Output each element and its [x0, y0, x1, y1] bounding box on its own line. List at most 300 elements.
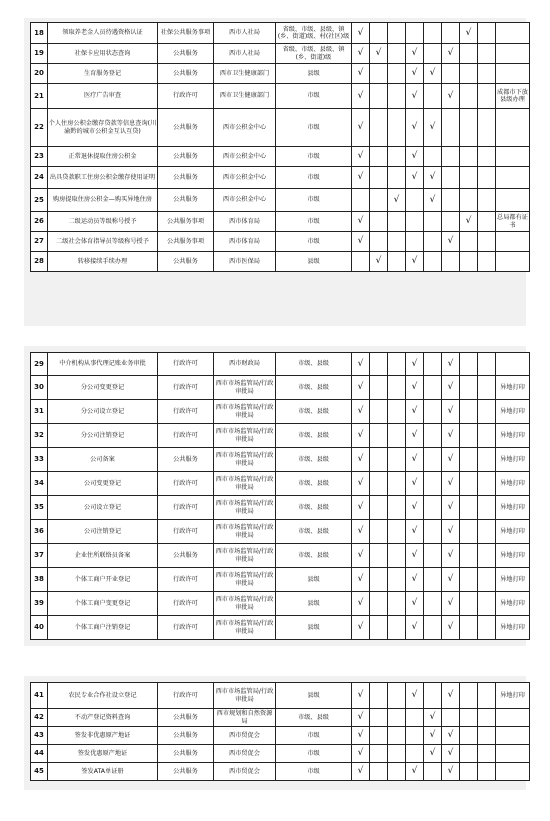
check-cell: √	[406, 64, 424, 84]
check-cell	[460, 709, 478, 727]
check-cell	[424, 448, 442, 472]
check-cell	[478, 745, 496, 763]
item-name-cell: 二级社会体育指导员等级称号授予	[48, 232, 158, 252]
note-cell: 异地打印	[496, 616, 530, 640]
item-type-cell: 公共服务	[158, 745, 214, 763]
check-cell: √	[424, 167, 442, 189]
check-cell	[460, 683, 478, 709]
table-row	[31, 232, 530, 252]
check-cell	[460, 84, 478, 109]
item-name-cell: 分公司设立登记	[48, 400, 158, 424]
check-cell	[478, 424, 496, 448]
check-cell	[370, 616, 388, 640]
department-cell: 西市财政局	[214, 353, 276, 376]
item-type-cell: 公共服务	[158, 252, 214, 272]
check-cell	[460, 727, 478, 745]
department-cell: 西市市场监管局/行政审批局	[214, 544, 276, 568]
note-cell	[496, 745, 530, 763]
table-row	[31, 544, 530, 568]
check-cell	[370, 212, 388, 232]
check-cell: √	[352, 44, 370, 64]
item-name-cell: 出具贷款职工住房公积金缴存使用证明	[48, 167, 158, 189]
check-cell	[460, 109, 478, 147]
row-number-cell: 27	[31, 232, 48, 252]
note-cell: 异地打印	[496, 568, 530, 592]
check-cell	[424, 568, 442, 592]
check-cell	[370, 727, 388, 745]
check-cell	[460, 568, 478, 592]
item-type-cell: 行政许可	[158, 616, 214, 640]
level-cell: 市级	[276, 167, 352, 189]
level-cell: 县级	[276, 683, 352, 709]
check-cell: √	[352, 520, 370, 544]
item-name-cell: 公司变更登记	[48, 472, 158, 496]
check-cell: √	[352, 84, 370, 109]
check-cell	[442, 147, 460, 167]
check-cell	[460, 520, 478, 544]
item-type-cell: 公共服务事项	[158, 232, 214, 252]
check-cell: √	[424, 709, 442, 727]
check-cell	[388, 44, 406, 64]
check-cell	[370, 592, 388, 616]
check-cell: √	[442, 496, 460, 520]
item-type-cell: 行政许可	[158, 84, 214, 109]
item-name-cell: 生育服务登记	[48, 64, 158, 84]
item-type-cell: 行政许可	[158, 520, 214, 544]
department-cell: 西市公积金中心	[214, 167, 276, 189]
check-cell	[406, 212, 424, 232]
level-cell: 市级	[276, 727, 352, 745]
check-cell	[442, 252, 460, 272]
check-cell: √	[442, 520, 460, 544]
check-cell	[424, 353, 442, 376]
check-cell	[388, 683, 406, 709]
check-cell	[424, 84, 442, 109]
check-cell: √	[370, 252, 388, 272]
check-cell	[388, 167, 406, 189]
check-cell: √	[406, 496, 424, 520]
check-cell	[460, 496, 478, 520]
note-cell	[496, 727, 530, 745]
check-cell	[424, 496, 442, 520]
check-cell	[460, 448, 478, 472]
check-cell	[460, 189, 478, 212]
item-type-cell: 行政许可	[158, 683, 214, 709]
note-cell	[496, 189, 530, 212]
row-number-cell: 38	[31, 568, 48, 592]
check-cell	[388, 147, 406, 167]
check-cell: √	[352, 212, 370, 232]
item-type-cell: 行政许可	[158, 424, 214, 448]
department-cell: 西市市场监管局/行政审批局	[214, 496, 276, 520]
level-cell: 市级、县级	[276, 709, 352, 727]
check-cell: √	[406, 544, 424, 568]
item-name-cell: 签发ATA单证册	[48, 763, 158, 781]
check-cell	[478, 400, 496, 424]
item-name-cell: 公司备案	[48, 448, 158, 472]
table-row	[31, 167, 530, 189]
row-number-cell: 33	[31, 448, 48, 472]
check-cell	[478, 84, 496, 109]
table-row	[31, 424, 530, 448]
check-cell	[478, 212, 496, 232]
check-cell	[370, 232, 388, 252]
check-cell	[442, 709, 460, 727]
check-cell	[424, 472, 442, 496]
check-cell	[460, 232, 478, 252]
check-cell: √	[442, 763, 460, 781]
level-cell: 市级、县级	[276, 448, 352, 472]
table-row	[31, 448, 530, 472]
department-cell: 西市贸促会	[214, 727, 276, 745]
check-cell	[460, 616, 478, 640]
check-cell: √	[442, 376, 460, 400]
item-type-cell: 公共服务	[158, 763, 214, 781]
row-number-cell: 28	[31, 252, 48, 272]
check-cell: √	[406, 252, 424, 272]
department-cell: 西市市场监管局/行政审批局	[214, 568, 276, 592]
check-cell: √	[406, 520, 424, 544]
table-section-1	[24, 18, 526, 326]
row-number-cell: 36	[31, 520, 48, 544]
item-name-cell: 转移接续手续办理	[48, 252, 158, 272]
item-name-cell: 社保卡应用状态查询	[48, 44, 158, 64]
check-cell	[460, 592, 478, 616]
check-cell: √	[406, 472, 424, 496]
check-cell	[370, 109, 388, 147]
department-cell: 西市市场监管局/行政审批局	[214, 376, 276, 400]
department-cell: 西市医保局	[214, 252, 276, 272]
check-cell: √	[352, 147, 370, 167]
row-number-cell: 45	[31, 763, 48, 781]
check-cell: √	[406, 147, 424, 167]
check-cell	[370, 64, 388, 84]
check-cell	[388, 763, 406, 781]
table-row	[31, 400, 530, 424]
level-cell: 市级	[276, 147, 352, 167]
item-name-cell: 公司注销登记	[48, 520, 158, 544]
level-cell: 省级、市级、县级、镇(乡、街道)级、村(社区)级	[276, 23, 352, 44]
check-cell	[478, 44, 496, 64]
check-cell	[388, 376, 406, 400]
level-cell: 市级	[276, 84, 352, 109]
item-name-cell: 个体工商户开业登记	[48, 568, 158, 592]
check-cell	[460, 472, 478, 496]
check-cell	[388, 252, 406, 272]
check-cell: √	[424, 727, 442, 745]
row-number-cell: 41	[31, 683, 48, 709]
check-cell: √	[406, 376, 424, 400]
check-cell	[388, 109, 406, 147]
check-cell: √	[352, 472, 370, 496]
check-cell	[460, 745, 478, 763]
check-cell: √	[406, 109, 424, 147]
table-row	[31, 727, 530, 745]
check-cell: √	[352, 376, 370, 400]
table-section-2	[24, 346, 526, 646]
check-cell	[460, 353, 478, 376]
table-row	[31, 84, 530, 109]
check-cell	[478, 147, 496, 167]
check-cell	[424, 44, 442, 64]
level-cell: 市级、县级	[276, 544, 352, 568]
department-cell: 西市贸促会	[214, 763, 276, 781]
check-cell: √	[460, 23, 478, 44]
check-cell	[424, 376, 442, 400]
department-cell: 西市体育局	[214, 212, 276, 232]
check-cell	[352, 252, 370, 272]
check-cell: √	[352, 727, 370, 745]
note-cell: 异地打印	[496, 424, 530, 448]
table-row	[31, 592, 530, 616]
table-row	[31, 23, 530, 44]
check-cell	[406, 232, 424, 252]
check-cell: √	[406, 424, 424, 448]
check-cell	[460, 64, 478, 84]
table-row	[31, 252, 530, 272]
item-name-cell: 农民专业合作社设立登记	[48, 683, 158, 709]
check-cell	[370, 683, 388, 709]
check-cell	[370, 23, 388, 44]
table-row	[31, 683, 530, 709]
check-cell: √	[352, 23, 370, 44]
department-cell: 西市规划和自然资源局	[214, 709, 276, 727]
note-cell: 异地打印	[496, 592, 530, 616]
check-cell	[388, 544, 406, 568]
table-row	[31, 568, 530, 592]
item-name-cell: 不动产登记资料查询	[48, 709, 158, 727]
check-cell	[370, 189, 388, 212]
level-cell: 县级	[276, 592, 352, 616]
check-cell	[370, 745, 388, 763]
item-type-cell: 公共服务	[158, 189, 214, 212]
check-cell	[424, 252, 442, 272]
check-cell	[442, 64, 460, 84]
check-cell	[442, 23, 460, 44]
check-cell: √	[352, 709, 370, 727]
check-cell	[388, 232, 406, 252]
table-section-3	[24, 676, 526, 790]
check-cell: √	[442, 544, 460, 568]
check-cell: √	[442, 232, 460, 252]
table-row	[31, 472, 530, 496]
check-cell	[478, 520, 496, 544]
department-cell: 西市市场监管局/行政审批局	[214, 400, 276, 424]
note-cell	[496, 167, 530, 189]
note-cell	[496, 147, 530, 167]
check-cell: √	[388, 189, 406, 212]
check-cell	[352, 189, 370, 212]
note-cell: 异地打印	[496, 472, 530, 496]
department-cell: 西市人社局	[214, 44, 276, 64]
row-number-cell: 40	[31, 616, 48, 640]
check-cell	[460, 252, 478, 272]
check-cell: √	[352, 616, 370, 640]
row-number-cell: 23	[31, 147, 48, 167]
check-cell	[460, 44, 478, 64]
department-cell: 西市市场监管局/行政审批局	[214, 472, 276, 496]
check-cell	[478, 232, 496, 252]
check-cell: √	[442, 745, 460, 763]
table-row	[31, 616, 530, 640]
item-name-cell: 签发优惠原产地证	[48, 745, 158, 763]
row-number-cell: 34	[31, 472, 48, 496]
check-cell	[370, 400, 388, 424]
row-number-cell: 25	[31, 189, 48, 212]
item-type-cell: 公共服务	[158, 109, 214, 147]
department-cell: 西市市场监管局/行政审批局	[214, 592, 276, 616]
check-cell: √	[442, 448, 460, 472]
department-cell: 西市市场监管局/行政审批局	[214, 520, 276, 544]
check-cell	[478, 252, 496, 272]
check-cell	[388, 745, 406, 763]
check-cell: √	[406, 44, 424, 64]
row-number-cell: 44	[31, 745, 48, 763]
table-row	[31, 189, 530, 212]
check-cell	[478, 448, 496, 472]
check-cell	[370, 376, 388, 400]
note-cell	[496, 353, 530, 376]
item-name-cell: 个体工商户变更登记	[48, 592, 158, 616]
item-name-cell: 签发非优惠原产地证	[48, 727, 158, 745]
item-name-cell: 中介机构从事代理记账业务审批	[48, 353, 158, 376]
check-cell: √	[352, 424, 370, 448]
check-cell: √	[406, 763, 424, 781]
check-cell	[406, 23, 424, 44]
note-cell: 异地打印	[496, 376, 530, 400]
check-cell	[478, 568, 496, 592]
level-cell: 市级、县级	[276, 496, 352, 520]
department-cell: 西市市场监管局/行政审批局	[214, 448, 276, 472]
table-row	[31, 496, 530, 520]
service-table-3	[30, 682, 530, 781]
check-cell	[424, 232, 442, 252]
level-cell: 市级、县级	[276, 424, 352, 448]
department-cell: 西市卫生健康部门	[214, 84, 276, 109]
check-cell	[388, 353, 406, 376]
check-cell	[424, 520, 442, 544]
item-name-cell: 个体工商户注销登记	[48, 616, 158, 640]
check-cell: √	[460, 212, 478, 232]
department-cell: 西市贸促会	[214, 745, 276, 763]
table-row	[31, 353, 530, 376]
note-cell: 异地打印	[496, 520, 530, 544]
item-type-cell: 公共服务	[158, 448, 214, 472]
item-type-cell: 公共服务	[158, 544, 214, 568]
check-cell	[478, 616, 496, 640]
service-table-2	[30, 352, 530, 640]
check-cell	[442, 189, 460, 212]
check-cell: √	[424, 64, 442, 84]
note-cell: 成都市下放县级办理	[496, 84, 530, 109]
level-cell: 市级、县级	[276, 520, 352, 544]
check-cell: √	[424, 109, 442, 147]
item-type-cell: 行政许可	[158, 376, 214, 400]
level-cell: 市级	[276, 109, 352, 147]
check-cell: √	[406, 448, 424, 472]
check-cell: √	[352, 592, 370, 616]
item-name-cell: 个人住房公积金缴存贷款等信息查询(川渝黔的城市公积金互认互贷)	[48, 109, 158, 147]
check-cell: √	[442, 424, 460, 448]
table-row	[31, 709, 530, 727]
check-cell: √	[406, 683, 424, 709]
item-type-cell: 社保公共服务事项	[158, 23, 214, 44]
item-type-cell: 公共服务事项	[158, 212, 214, 232]
row-number-cell: 18	[31, 23, 48, 44]
check-cell	[424, 544, 442, 568]
note-cell: 异地打印	[496, 496, 530, 520]
check-cell	[478, 472, 496, 496]
service-table-1	[30, 22, 530, 272]
check-cell	[478, 763, 496, 781]
check-cell	[406, 709, 424, 727]
check-cell	[478, 167, 496, 189]
item-type-cell: 行政许可	[158, 353, 214, 376]
check-cell: √	[442, 400, 460, 424]
check-cell: √	[442, 44, 460, 64]
department-cell: 西市人社局	[214, 23, 276, 44]
check-cell	[388, 709, 406, 727]
check-cell	[460, 544, 478, 568]
level-cell: 市级	[276, 212, 352, 232]
table-row	[31, 147, 530, 167]
check-cell	[478, 592, 496, 616]
note-cell	[496, 763, 530, 781]
department-cell: 西市市场监管局/行政审批局	[214, 424, 276, 448]
check-cell: √	[352, 544, 370, 568]
check-cell	[478, 683, 496, 709]
row-number-cell: 26	[31, 212, 48, 232]
check-cell	[478, 709, 496, 727]
check-cell	[370, 448, 388, 472]
row-number-cell: 29	[31, 353, 48, 376]
check-cell	[370, 568, 388, 592]
check-cell	[388, 448, 406, 472]
note-cell: 总局都有证书	[496, 212, 530, 232]
check-cell	[388, 424, 406, 448]
department-cell: 西市体育局	[214, 232, 276, 252]
check-cell	[478, 23, 496, 44]
check-cell: √	[406, 592, 424, 616]
check-cell	[478, 109, 496, 147]
department-cell: 西市公积金中心	[214, 109, 276, 147]
check-cell	[424, 212, 442, 232]
level-cell: 市级、县级	[276, 376, 352, 400]
note-cell	[496, 23, 530, 44]
check-cell	[442, 167, 460, 189]
check-cell	[388, 496, 406, 520]
check-cell	[388, 212, 406, 232]
note-cell	[496, 44, 530, 64]
check-cell	[460, 167, 478, 189]
check-cell	[388, 84, 406, 109]
department-cell: 西市公积金中心	[214, 147, 276, 167]
note-cell: 异地打印	[496, 448, 530, 472]
check-cell: √	[352, 109, 370, 147]
check-cell	[406, 745, 424, 763]
check-cell	[388, 568, 406, 592]
check-cell	[370, 424, 388, 448]
note-cell: 异地打印	[496, 544, 530, 568]
check-cell: √	[424, 189, 442, 212]
row-number-cell: 19	[31, 44, 48, 64]
item-name-cell: 领取养老金人员待遇资格认证	[48, 23, 158, 44]
check-cell	[442, 109, 460, 147]
row-number-cell: 21	[31, 84, 48, 109]
item-name-cell: 购房提取住房公积金—购买异地住房	[48, 189, 158, 212]
check-cell: √	[352, 683, 370, 709]
check-cell	[478, 189, 496, 212]
